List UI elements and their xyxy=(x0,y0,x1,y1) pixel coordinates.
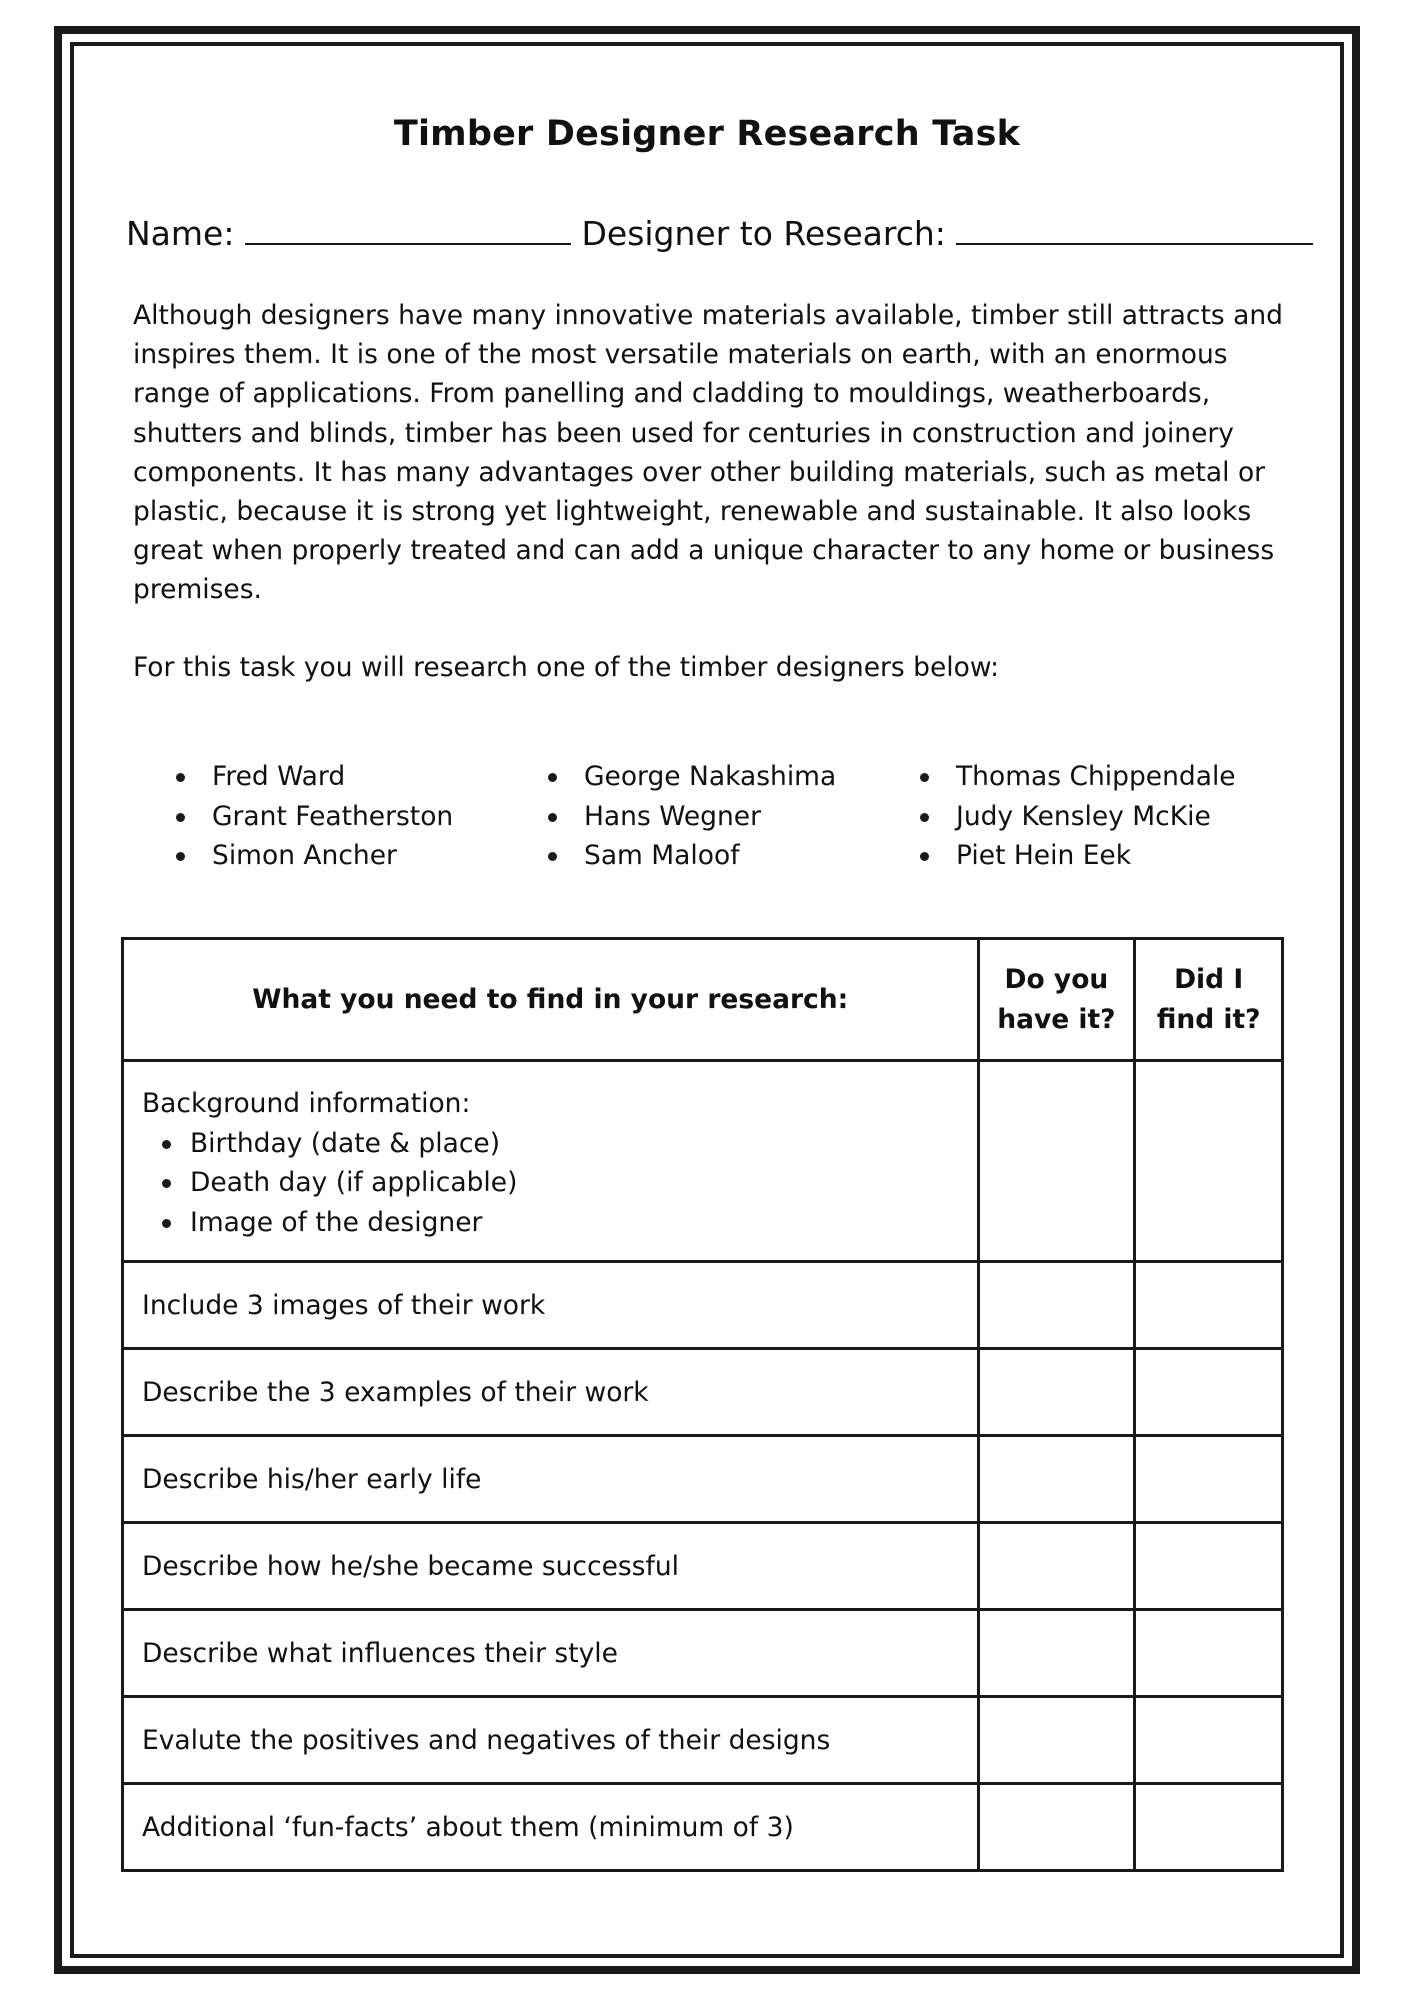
background-item: Birthday (date & place) xyxy=(142,1124,959,1164)
task-cell: Evalute the positives and negatives of their designs xyxy=(123,1697,979,1784)
intro-paragraph: Although designers have many innovative materials available, timber still attracts and inspires them. It is one of the most versatile materials on earth, with an enormous range of applications. From panelling and cladding to mouldings, weatherboards, shutters and blinds, timber has been used for centuries in construction and joinery components. It has many advantages over other building materials, such as metal or plastic, because it is strong yet lightweight, renewable and sustainable. It also looks great when properly treated and can add a unique character to any home or business premises. xyxy=(133,300,1283,606)
background-label: Background information: xyxy=(142,1088,471,1119)
have-it-cell[interactable] xyxy=(978,1784,1135,1871)
header-task: What you need to find in your research: xyxy=(123,939,979,1061)
designer-item: Fred Ward xyxy=(176,757,453,797)
designer-item: Thomas Chippendale xyxy=(920,757,1236,797)
have-it-cell[interactable] xyxy=(978,1610,1135,1697)
found-it-cell[interactable] xyxy=(1135,1610,1283,1697)
header-found-it xyxy=(1135,939,1283,1061)
designer-column-2 xyxy=(548,757,836,876)
task-cell xyxy=(123,1061,979,1262)
name-field[interactable] xyxy=(245,211,571,245)
have-it-cell[interactable] xyxy=(978,1436,1135,1523)
table-row xyxy=(123,1610,1283,1697)
designer-item: Piet Hein Eek xyxy=(920,836,1236,876)
page-title: Timber Designer Research Task xyxy=(393,114,1021,154)
task-cell: Describe how he/she became successful xyxy=(123,1523,979,1610)
designer-field[interactable] xyxy=(956,211,1313,245)
background-items xyxy=(142,1124,959,1243)
background-item: Image of the designer xyxy=(142,1203,959,1243)
have-it-cell[interactable] xyxy=(978,1349,1135,1436)
designer-column-1 xyxy=(176,757,453,876)
table-row xyxy=(123,1262,1283,1349)
table-row xyxy=(123,1061,1283,1262)
background-item: Death day (if applicable) xyxy=(142,1163,959,1203)
table-header-row xyxy=(123,939,1283,1061)
task-cell: Describe his/her early life xyxy=(123,1436,979,1523)
research-checklist-table xyxy=(121,937,1284,1872)
have-it-cell[interactable] xyxy=(978,1697,1135,1784)
have-it-cell[interactable] xyxy=(978,1262,1135,1349)
header-fields xyxy=(126,211,1306,253)
table-row xyxy=(123,1436,1283,1523)
designer-column-3 xyxy=(920,757,1236,876)
table-row xyxy=(123,1523,1283,1610)
found-it-cell[interactable] xyxy=(1135,1349,1283,1436)
header-have-line-2: have it? xyxy=(997,1003,1116,1035)
designer-item: Grant Featherston xyxy=(176,797,453,837)
header-have-it xyxy=(978,939,1135,1061)
found-it-cell[interactable] xyxy=(1135,1262,1283,1349)
task-cell: Describe the 3 examples of their work xyxy=(123,1349,979,1436)
header-found-line-1: Did I xyxy=(1174,963,1244,995)
task-cell: Describe what influences their style xyxy=(123,1610,979,1697)
designer-label: Designer to Research: xyxy=(581,214,946,253)
have-it-cell[interactable] xyxy=(978,1523,1135,1610)
found-it-cell[interactable] xyxy=(1135,1697,1283,1784)
header-have-line-1: Do you xyxy=(1004,963,1109,995)
found-it-cell[interactable] xyxy=(1135,1784,1283,1871)
table-row xyxy=(123,1349,1283,1436)
task-cell: Include 3 images of their work xyxy=(123,1262,979,1349)
task-prompt: For this task you will research one of the timber designers below: xyxy=(133,652,999,683)
designer-item: Simon Ancher xyxy=(176,836,453,876)
header-found-line-2: find it? xyxy=(1156,1003,1261,1035)
designer-item: Hans Wegner xyxy=(548,797,836,837)
designer-item: Judy Kensley McKie xyxy=(920,797,1236,837)
table-row xyxy=(123,1784,1283,1871)
designer-item: George Nakashima xyxy=(548,757,836,797)
designer-item: Sam Maloof xyxy=(548,836,836,876)
have-it-cell[interactable] xyxy=(978,1061,1135,1262)
table-row xyxy=(123,1697,1283,1784)
task-cell: Additional ‘fun-facts’ about them (minimum of 3) xyxy=(123,1784,979,1871)
found-it-cell[interactable] xyxy=(1135,1523,1283,1610)
found-it-cell[interactable] xyxy=(1135,1061,1283,1262)
name-label: Name: xyxy=(126,214,235,253)
found-it-cell[interactable] xyxy=(1135,1436,1283,1523)
